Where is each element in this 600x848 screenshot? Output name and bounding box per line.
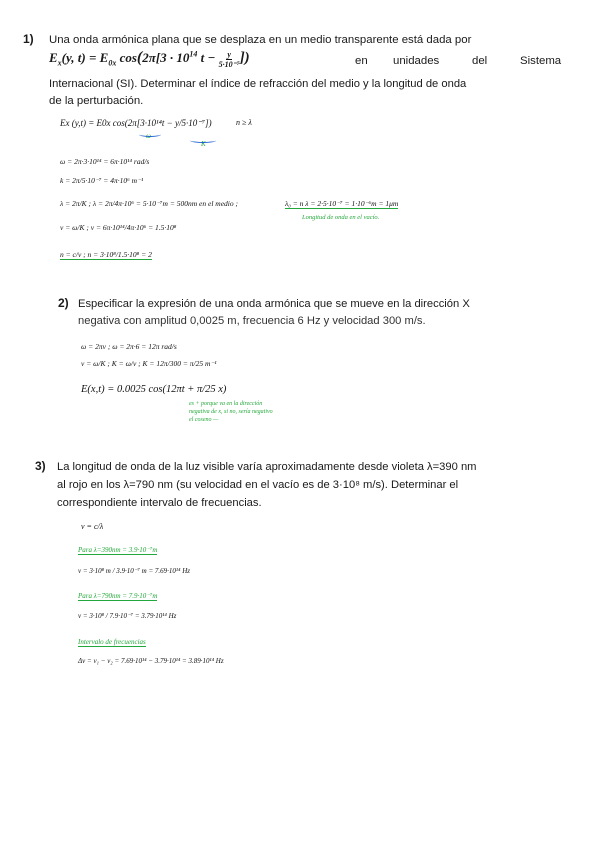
q1-sol-l6-text: n = c/v ; n = 3·10⁸/1.5·10⁸ = 2 <box>60 250 152 259</box>
q1-sol-l1 <box>60 118 212 129</box>
q1-sol-l4-green <box>285 199 398 208</box>
q1-unidades: unidades <box>393 55 440 67</box>
q1-en: en <box>355 55 368 67</box>
q3-sol-h1 <box>78 546 157 554</box>
eq-sub2: 0x <box>108 58 117 68</box>
q1-sol-l5: v = ω/K ; v = 6π·10¹⁴/4π·10⁶ = 1.5·10⁸ <box>60 223 177 232</box>
q1-line4: de la perturbación. <box>49 95 144 107</box>
q2-sol-l1: ω = 2πν ; ω = 2π·6 = 12π rad/s <box>81 342 177 351</box>
eq-inner: 2π[3 · 10 <box>142 50 190 65</box>
q2-sol-note3: el coseno — <box>189 417 219 423</box>
q2-sol-note1: es + porque va en la dirección <box>189 401 263 407</box>
q1-del: del <box>472 55 488 67</box>
q3-sol-l3: ν = 3·10⁸ / 7.9·10⁻⁷ = 3.79·10¹⁴ Hz <box>78 612 177 620</box>
q1-sistema: Sistema <box>520 55 562 67</box>
q3-sol-l4: Δν = ν₁ − ν₂ = 7.69·10¹⁴ − 3.79·10¹⁴ = 3.89·10¹⁴ Hz <box>78 657 224 665</box>
q1-sol-l1-note: n ≥ λ <box>236 118 252 127</box>
q3-sol-l2: ν = 3·10⁸ m / 3.9·10⁻⁷ m = 7.69·10¹⁴ Hz <box>78 567 190 575</box>
q1-sol-l4: λ = 2π/K ; λ = 2π/4π·10⁶ = 5·10⁻⁷m = 500nm en el medio ; <box>60 199 239 208</box>
q1-sol-l1-text: Ex (y,t) = E0x cos(2π[3·10¹⁴t − y/5·10⁻⁷]) <box>60 118 212 128</box>
eq-t: t − <box>197 50 219 65</box>
q2-number: 2) <box>58 296 69 310</box>
q3-sol-h2-text: Para λ=790nm = 7.9·10⁻⁷m <box>78 592 158 600</box>
q3-sol-h3-text: Intervalo de frecuencias <box>78 638 146 646</box>
q2-sol-note2: negativa de x, si no, sería negativo <box>189 409 273 415</box>
q1-sol-omega-mark: ω <box>146 132 151 140</box>
eq-lhs: E <box>49 50 58 65</box>
eq-cos: cos <box>116 50 137 65</box>
eq-args: (y, t) = E <box>61 50 109 65</box>
q1-omega-brace <box>139 132 161 137</box>
eq-frac <box>219 50 240 69</box>
q3-sol-h1-text: Para λ=390nm = 3.9·10⁻⁷m <box>78 546 158 554</box>
q3-sol-l1: ν = c/λ <box>81 522 104 531</box>
q1-sol-l4-green-text: λ₀ = n λ = 2·5·10⁻⁷ = 1·10⁻⁶m = 1μm <box>285 199 399 208</box>
q3-sol-h3 <box>78 638 146 646</box>
eq-frac-d: 5·10⁻⁷ <box>218 59 240 69</box>
q3-line1: La longitud de onda de la luz visible varía aproximadamente desde violeta λ=390 nm <box>57 461 477 473</box>
q1-sol-l3: k = 2π/5·10⁻⁷ = 4π·10⁶ m⁻¹ <box>60 176 144 185</box>
q1-line3: Internacional (SI). Determinar el índice de refracción del medio y la longitud de onda <box>49 78 467 90</box>
q2-line1: Especificar la expresión de una onda armónica que se mueve en la dirección X <box>78 298 470 310</box>
eq-close: ]) <box>239 50 250 66</box>
q1-sol-k-mark: K <box>201 140 206 148</box>
q1-line1: Una onda armónica plana que se desplaza en un medio transparente está dada por <box>49 34 472 46</box>
q1-sol-l4-note: Longitud de onda en el vacío. <box>302 214 380 221</box>
q1-sol-l6 <box>60 250 152 259</box>
eq-sub: x <box>57 58 62 68</box>
q3-sol-h2 <box>78 592 157 600</box>
q3-number: 3) <box>35 459 46 473</box>
q1-number: 1) <box>23 32 34 46</box>
q2-line2: negativa con amplitud 0,0025 m, frecuencia 6 Hz y velocidad 300 m/s. <box>78 315 426 327</box>
q1-k-brace <box>190 138 216 143</box>
q3-line3: correspondiente intervalo de frecuencias. <box>57 497 262 509</box>
q3-line2: al rojo en los λ=790 nm (su velocidad en el vacío es de 3·10⁸ m/s). Determinar el <box>57 479 459 491</box>
q1-equation: $E_x(y$, $t) = E_{0x}$ $\cos(2\pi[3 \cdot 10^{14}$ t − $\frac{y}{\text{5·10⁻⁷}}$ ]) <box>49 49 250 69</box>
eq-exp: 14 <box>189 49 198 59</box>
q1-sol-l2: ω = 2π·3·10¹⁴ = 6π·10¹⁴ rad/s <box>60 157 150 166</box>
q2-sol-l2: v = ω/K ; K = ω/v ; K = 12π/300 = π/25 m⁻¹ <box>81 359 217 368</box>
eq-frac-n: y <box>227 49 231 59</box>
q2-sol-l3: E(x,t) = 0.0025 cos(12πt + π/25 x) <box>81 384 227 395</box>
